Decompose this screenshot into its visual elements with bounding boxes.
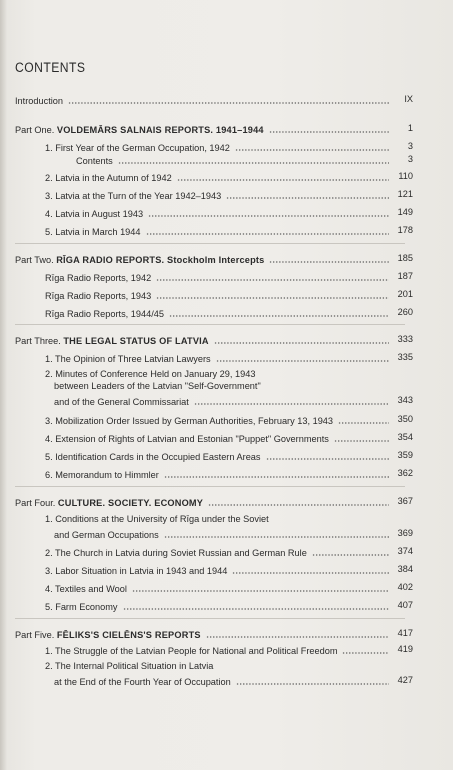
dot-leader (235, 149, 389, 151)
page-title: CONTENTS (15, 60, 86, 75)
dot-leader (156, 279, 389, 281)
toc-part-four: Part Four. CULTURE. SOCIETY. ECONOMY 367 (15, 496, 413, 508)
toc-entry: 2. Latvia in the Autumn of 1942 110 (45, 171, 413, 183)
toc-entry: 4. Extension of Rights of Latvian and Estonian "Puppet" Governments 354 (45, 432, 413, 444)
toc-entry: 1. First Year of the German Occupation, 1942 3 (45, 141, 413, 153)
toc-entry: Rīga Radio Reports, 1942 187 (45, 271, 413, 283)
dot-leader (169, 315, 389, 317)
toc-entry: 5. Farm Economy 407 (45, 600, 413, 612)
dot-leader (226, 197, 389, 199)
toc-entry: 5. Identification Cards in the Occupied Eastern Areas 359 (45, 450, 413, 462)
dot-leader (164, 536, 389, 538)
dot-leader (236, 683, 389, 685)
dot-leader (146, 233, 389, 235)
toc-entry: 1. The Struggle of the Latvian People for National and Political Freedom 419 (45, 644, 413, 656)
toc-part-one: Part One. VOLDEMĀRS SALNAIS REPORTS. 1941–1944 1 (15, 123, 413, 135)
page-number: IX (404, 94, 413, 104)
toc-entry: at the End of the Fourth Year of Occupation 427 (54, 675, 413, 687)
toc-entry: and German Occupations 369 (54, 528, 413, 540)
toc-entry: 5. Latvia in March 1944 178 (45, 225, 413, 237)
toc-entry-line: 2. The Internal Political Situation in Latvia (45, 661, 214, 671)
toc-entry-introduction: Introduction IX (15, 94, 413, 106)
section-divider (15, 243, 405, 244)
section-divider (15, 324, 405, 325)
dot-leader (269, 261, 389, 263)
page-gutter-shadow (0, 0, 7, 770)
page-number: 1 (407, 123, 413, 133)
toc-part-two: Part Two. RĪGA RADIO REPORTS. Stockholm Intercepts 185 (15, 253, 413, 265)
dot-leader (216, 360, 389, 362)
dot-leader (342, 652, 389, 654)
toc-entry: 3. Mobilization Order Issued by German Authorities, February 13, 1943 350 (45, 414, 413, 426)
dot-leader (177, 179, 389, 181)
toc-entry: 3. Labor Situation in Latvia in 1943 and 1944 384 (45, 564, 413, 576)
dot-leader (338, 422, 389, 424)
dot-leader (118, 162, 389, 164)
dot-leader (206, 636, 389, 638)
toc-entry: Rīga Radio Reports, 1943 201 (45, 289, 413, 301)
toc-part-five: Part Five. FĒLIKS'S CIELĒNS'S REPORTS 417 (15, 628, 413, 640)
toc-entry: Contents 3 (76, 154, 413, 166)
dot-leader (148, 215, 389, 217)
section-divider (15, 618, 405, 619)
toc-entry: 3. Latvia at the Turn of the Year 1942–1943 121 (45, 189, 413, 201)
dot-leader (334, 440, 389, 442)
dot-leader (269, 131, 389, 133)
toc-part-three: Part Three. THE LEGAL STATUS OF LATVIA 333 (15, 334, 413, 346)
toc-entry: 2. The Church in Latvia during Soviet Russian and German Rule 374 (45, 546, 413, 558)
dot-leader (68, 102, 389, 104)
toc-entry-line: 2. Minutes of Conference Held on January 29, 1943 (45, 369, 256, 379)
section-divider (15, 486, 405, 487)
toc-entry: 6. Memorandum to Himmler 362 (45, 468, 413, 480)
toc-entry: and of the General Commissariat 343 (54, 395, 413, 407)
dot-leader (208, 504, 389, 506)
dot-leader (164, 476, 389, 478)
toc-entry-line: 1. Conditions at the University of Rīga under the Soviet (45, 514, 269, 524)
dot-leader (132, 590, 389, 592)
dot-leader (123, 608, 390, 610)
toc-entry: 4. Textiles and Wool 402 (45, 582, 413, 594)
toc-entry: Rīga Radio Reports, 1944/45 260 (45, 307, 413, 319)
dot-leader (312, 554, 389, 556)
toc-entry: 1. The Opinion of Three Latvian Lawyers 335 (45, 352, 413, 364)
dot-leader (156, 297, 389, 299)
dot-leader (194, 403, 389, 405)
toc-entry: 4. Latvia in August 1943 149 (45, 207, 413, 219)
toc-entry-line: between Leaders of the Latvian "Self-Government" (54, 381, 261, 391)
dot-leader (214, 342, 389, 344)
dot-leader (266, 458, 389, 460)
dot-leader (232, 572, 389, 574)
